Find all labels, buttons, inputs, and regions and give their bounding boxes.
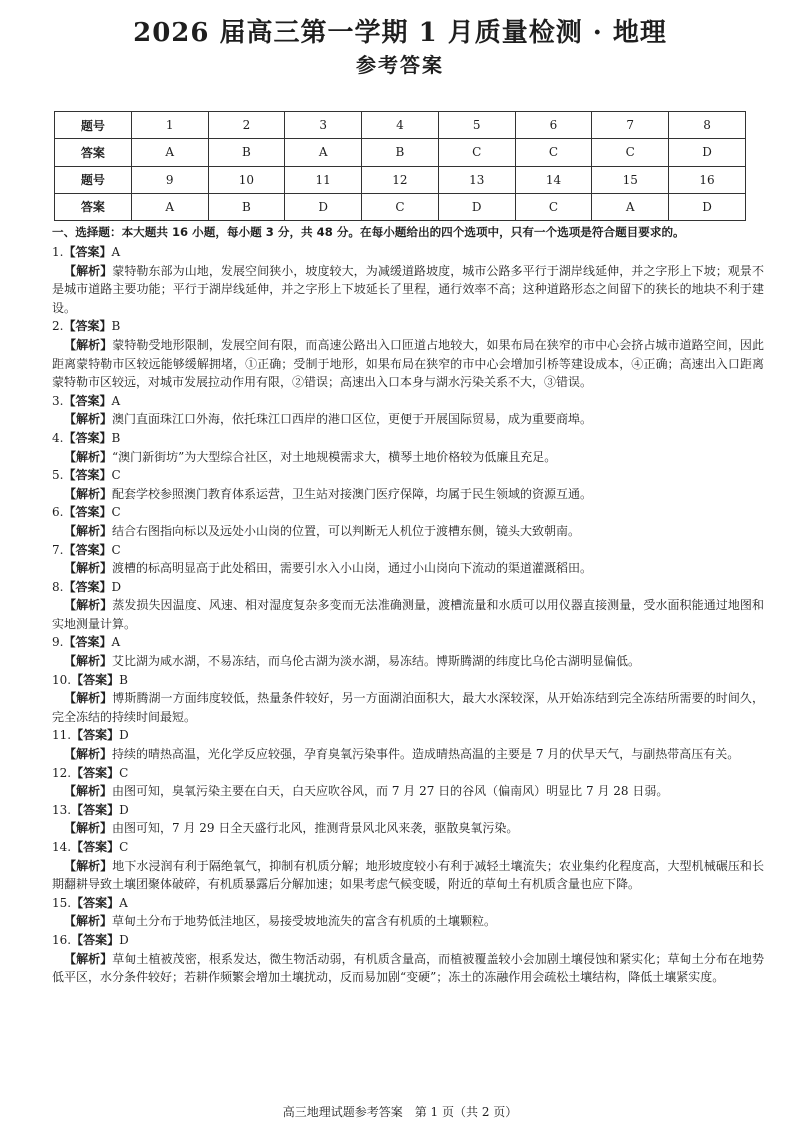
answer-line — [52, 838, 764, 857]
answer-tag: 【答案】 — [71, 932, 120, 947]
answer-value: C — [119, 765, 129, 780]
answer-cell: A — [285, 139, 362, 166]
question-number: 13. — [52, 802, 72, 817]
analysis-text: 草甸土分布于地势低洼地区，易接受坡地流失的富含有机质的土壤颗粒。 — [112, 914, 497, 929]
question-number: 15. — [52, 895, 72, 910]
question-item-9 — [52, 633, 764, 670]
row-label-answer: 答案 — [55, 139, 132, 166]
question-number-cell: 15 — [592, 166, 669, 193]
answer-tag: 【答案】 — [71, 728, 120, 743]
answer-line — [52, 931, 764, 950]
question-number-cell: 1 — [131, 112, 208, 139]
analysis-tag: 【解析】 — [64, 523, 113, 538]
question-number-cell: 5 — [438, 112, 515, 139]
answer-cell: D — [669, 193, 746, 220]
analysis-paragraph — [52, 950, 764, 987]
answer-line — [52, 541, 764, 560]
analysis-tag: 【解析】 — [64, 951, 113, 966]
row-label-answer: 答案 — [55, 193, 132, 220]
answer-value: C — [111, 542, 121, 557]
question-number: 2. — [52, 319, 64, 334]
answer-tag: 【答案】 — [63, 468, 112, 483]
question-item-15 — [52, 894, 764, 931]
answer-cell: D — [285, 193, 362, 220]
answer-cell: C — [515, 139, 592, 166]
answer-line — [52, 894, 764, 913]
answer-table — [54, 111, 746, 221]
analysis-tag: 【解析】 — [64, 747, 113, 762]
question-number-cell: 16 — [669, 166, 746, 193]
question-number: 7. — [52, 542, 64, 557]
analysis-tag: 【解析】 — [64, 598, 113, 613]
analysis-paragraph — [52, 912, 764, 931]
analysis-paragraph — [52, 857, 764, 894]
answer-value: C — [111, 505, 121, 520]
answer-line — [52, 764, 764, 783]
answer-cell: A — [131, 193, 208, 220]
question-item-10 — [52, 671, 764, 727]
answer-cell: D — [438, 193, 515, 220]
analysis-text: 澳门直面珠江口外海，依托珠江口西岸的港口区位，更便于开展国际贸易，成为重要商埠。 — [112, 412, 593, 427]
question-number-cell: 12 — [362, 166, 439, 193]
question-item-16 — [52, 931, 764, 987]
answer-value: A — [111, 635, 121, 650]
answer-cell: B — [208, 193, 285, 220]
question-number: 12. — [52, 765, 72, 780]
row-label-number: 题号 — [55, 166, 132, 193]
question-number: 3. — [52, 393, 64, 408]
answer-line — [52, 801, 764, 820]
answer-value: B — [111, 319, 121, 334]
answer-line — [52, 243, 764, 262]
answer-value: D — [119, 802, 129, 817]
answer-tag: 【答案】 — [71, 765, 120, 780]
answer-value: B — [111, 430, 121, 445]
analysis-text: 由图可知，7 月 29 日全天盛行北风，推测背景风北风来袭，驱散臭氧污染。 — [112, 821, 519, 836]
question-number-cell: 14 — [515, 166, 592, 193]
answer-line — [52, 466, 764, 485]
question-number-cell: 7 — [592, 112, 669, 139]
analysis-tag: 【解析】 — [64, 486, 113, 501]
analysis-tag: 【解析】 — [64, 691, 113, 706]
question-number: 9. — [52, 635, 64, 650]
question-number-cell: 4 — [362, 112, 439, 139]
table-row-answers — [55, 139, 746, 166]
analysis-paragraph — [52, 782, 764, 801]
analysis-text: “澳门新街坊”为大型综合社区，对土地规模需求大，横琴土地价格较为低廉且充足。 — [112, 449, 557, 464]
question-number: 8. — [52, 579, 64, 594]
question-item-4 — [52, 429, 764, 466]
answer-tag: 【答案】 — [71, 840, 120, 854]
analysis-text: 蒸发损失因温度、风速、相对湿度复杂多变而无法准确测量，渡槽流量和水质可以用仪器直接测量，受水面积能通过地图和实地测量计算。 — [52, 598, 764, 631]
answer-tag: 【答案】 — [63, 579, 112, 594]
question-number-cell: 8 — [669, 112, 746, 139]
answer-tag: 【答案】 — [63, 505, 112, 520]
answer-cell: B — [362, 139, 439, 166]
answer-cell: B — [208, 139, 285, 166]
analysis-paragraph — [52, 410, 764, 429]
question-item-11 — [52, 726, 764, 763]
question-number: 5. — [52, 468, 64, 483]
question-item-2 — [52, 317, 764, 391]
question-number: 6. — [52, 505, 64, 520]
analysis-text: 持续的晴热高温，光化学反应较强，孕育臭氧污染事件。造成晴热高温的主要是 7 月的伏旱天气，与副热带高压有关。 — [112, 747, 740, 762]
answer-tag: 【答案】 — [71, 672, 120, 687]
answer-tag: 【答案】 — [71, 802, 120, 817]
answer-value: B — [119, 672, 128, 687]
question-number-cell: 11 — [285, 166, 362, 193]
question-number: 4. — [52, 430, 64, 445]
analysis-tag: 【解析】 — [64, 654, 113, 669]
answer-cell: A — [592, 193, 669, 220]
answer-line — [52, 633, 764, 652]
answer-cell: D — [669, 139, 746, 166]
question-number-cell: 10 — [208, 166, 285, 193]
analysis-text: 艾比湖为咸水湖，不易冻结，而乌伦古湖为淡水湖，易冻结。博斯腾湖的纬度比乌伦古湖明显偏低。 — [112, 654, 641, 669]
question-item-7 — [52, 541, 764, 578]
analysis-paragraph — [52, 448, 764, 467]
question-number-cell: 6 — [515, 112, 592, 139]
answer-tag: 【答案】 — [63, 319, 112, 334]
answer-value: A — [119, 895, 128, 910]
answer-value: D — [119, 932, 129, 947]
question-item-1 — [52, 243, 764, 317]
analysis-tag: 【解析】 — [64, 449, 113, 464]
answer-line — [52, 503, 764, 522]
question-number: 14. — [52, 840, 72, 854]
answer-cell: C — [438, 139, 515, 166]
analysis-paragraph — [52, 522, 764, 541]
answer-value: C — [111, 468, 121, 483]
question-item-8 — [52, 578, 764, 634]
analysis-text: 由图可知，臭氧污染主要在白天，白天应吹谷风，而 7 月 27 日的谷风（偏南风）明显比 7 月 28 日弱。 — [112, 784, 669, 799]
analysis-tag: 【解析】 — [64, 263, 113, 278]
question-number-cell: 2 — [208, 112, 285, 139]
table-row-answers — [55, 193, 746, 220]
answer-tag: 【答案】 — [63, 430, 112, 445]
answer-line — [52, 671, 764, 690]
analysis-text: 博斯腾湖一方面纬度较低，热量条件较好，另一方面湖泊面积大，最大水深较深，从开始冻结到完全冻结所需要的时间久，完全冻结的持续时间最短。 — [52, 691, 764, 724]
question-item-5 — [52, 466, 764, 503]
answer-cell: C — [362, 193, 439, 220]
row-label-number: 题号 — [55, 112, 132, 139]
analysis-tag: 【解析】 — [64, 412, 113, 427]
question-number: 1. — [52, 245, 64, 259]
analysis-tag: 【解析】 — [64, 337, 113, 352]
table-row-numbers — [55, 112, 746, 139]
answer-value: D — [111, 579, 122, 594]
analysis-text: 蒙特勒东部为山地，发展空间狭小，坡度较大，为减缓道路坡度，城市公路多平行于湖岸线延伸，并之字形上下坡；观景不是城市道路主要功能；平行于湖岸线延伸，并之字形上下坡延长了里程，通行效率不高；这种道路形态之间留下的狭长的地块不利于建设。 — [52, 263, 764, 315]
analysis-tag: 【解析】 — [64, 858, 113, 873]
analysis-paragraph — [52, 596, 764, 633]
answer-value: A — [111, 393, 121, 408]
analysis-paragraph — [52, 559, 764, 578]
section-intro: 一、选择题：本大题共 16 小题，每小题 3 分，共 48 分。在每小题给出的四个选项中，只有一个选项是符合题目要求的。 — [52, 225, 685, 239]
answer-value: A — [111, 245, 121, 259]
analysis-text: 渡槽的标高明显高于此处稻田，需要引水入小山岗，通过小山岗向下流动的渠道灌溉稻田。 — [112, 561, 593, 576]
question-number: 11. — [52, 728, 72, 743]
question-item-13 — [52, 801, 764, 838]
analysis-text: 地下水浸润有利于隔绝氧气，抑制有机质分解；地形坡度较小有利于减轻土壤流失；农业集约化程度高，大型机械碾压和长期翻耕导致土壤团聚体破碎，有机质暴露后分解加速；如果考虑气候变暖，附近的草甸土有机质含量也应下降。 — [52, 858, 764, 892]
page-title: 2026 届高三第一学期 1 月质量检测 · 地理 — [133, 18, 667, 48]
answer-line — [52, 392, 764, 411]
table-row-numbers — [55, 166, 746, 193]
analysis-text: 草甸土植被茂密，根系发达，微生物活动弱，有机质含量高，而植被覆盖较小会加剧土壤侵蚀和紧实化；草甸土分布在地势低平区，水分条件较好；若耕作频繁会增加土壤扰动，反而易加剧“变硬”；冻土的冻融作用会疏松土壤结构，降低土壤紧实度。 — [52, 951, 764, 985]
analysis-paragraph — [52, 689, 764, 726]
question-number: 10. — [52, 672, 72, 687]
question-item-12 — [52, 764, 764, 801]
analysis-paragraph — [52, 485, 764, 504]
analysis-tag: 【解析】 — [64, 561, 113, 576]
answer-tag: 【答案】 — [63, 635, 112, 650]
analysis-text: 蒙特勒受地形限制，发展空间有限，而高速公路出入口匝道占地较大，如果布局在狭窄的市中心会挤占城市道路空间，因此距离蒙特勒市区较远能够缓解拥堵，①正确；受制于地形，如果布局在狭窄的市中心会增加引桥等建设成本，④正确；高速出入口距离蒙特勒市区较远，对城市发展拉动作用有限，②错误；高速出入口本身与湖水污染关系不大，③错误。 — [52, 337, 764, 390]
answer-tag: 【答案】 — [63, 542, 112, 557]
answer-cell: C — [515, 193, 592, 220]
answer-value: C — [119, 840, 129, 854]
question-number-cell: 13 — [438, 166, 515, 193]
question-number: 16. — [52, 932, 72, 947]
answer-tag: 【答案】 — [71, 895, 120, 910]
answer-value: D — [119, 728, 129, 743]
page-footer: 高三地理试题参考答案 第 1 页（共 2 页） — [282, 1105, 518, 1119]
answer-line — [52, 578, 764, 597]
answer-line — [52, 429, 764, 448]
analysis-text: 配套学校参照澳门教育体系运营，卫生站对接澳门医疗保障，均属于民生领域的资源互通。 — [112, 486, 593, 501]
answer-cell: C — [592, 139, 669, 166]
analysis-tag: 【解析】 — [64, 914, 113, 929]
analysis-tag: 【解析】 — [64, 784, 113, 799]
analysis-paragraph — [52, 745, 764, 764]
analysis-tag: 【解析】 — [64, 821, 113, 836]
answer-tag: 【答案】 — [63, 393, 112, 408]
question-item-3 — [52, 392, 764, 429]
answer-cell: A — [131, 139, 208, 166]
question-list — [52, 243, 764, 987]
analysis-paragraph — [52, 336, 764, 392]
answer-tag: 【答案】 — [63, 245, 112, 259]
answer-line — [52, 317, 764, 336]
analysis-text: 结合右图指向标以及远处小山岗的位置，可以判断无人机位于渡槽东侧，镜头大致朝南。 — [112, 523, 581, 538]
page-subtitle: 参考答案 — [356, 53, 444, 77]
question-number-cell: 9 — [131, 166, 208, 193]
question-number-cell: 3 — [285, 112, 362, 139]
analysis-paragraph — [52, 652, 764, 671]
question-item-14 — [52, 838, 764, 894]
analysis-paragraph — [52, 819, 764, 838]
question-item-6 — [52, 503, 764, 540]
answer-line — [52, 726, 764, 745]
analysis-paragraph — [52, 262, 764, 318]
